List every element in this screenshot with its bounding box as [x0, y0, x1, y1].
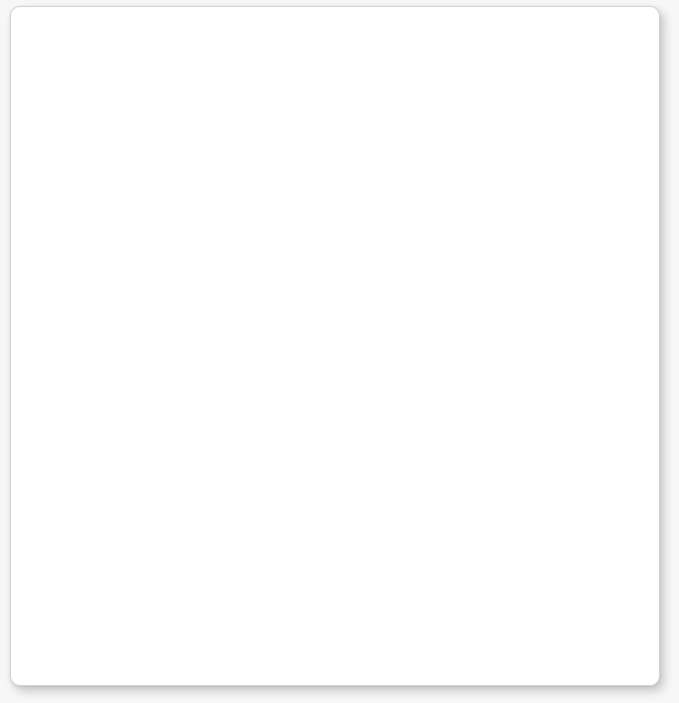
- figure-grid: [71, 19, 651, 677]
- chart-d-energy-diagram: [363, 239, 653, 457]
- chart-b-scatter: [363, 19, 653, 237]
- panel-c: [71, 239, 361, 457]
- chart-c-energy-diagram: [71, 239, 361, 457]
- panel-a: [71, 19, 361, 237]
- panel-e: [71, 459, 361, 677]
- figure-card: [10, 6, 660, 686]
- chart-e-pulse: [71, 459, 361, 677]
- panel-f: [363, 459, 653, 677]
- panel-d: [363, 239, 653, 457]
- chart-f-pulse: [363, 459, 653, 677]
- panel-b: [363, 19, 653, 237]
- chart-a-tpd: [71, 19, 361, 237]
